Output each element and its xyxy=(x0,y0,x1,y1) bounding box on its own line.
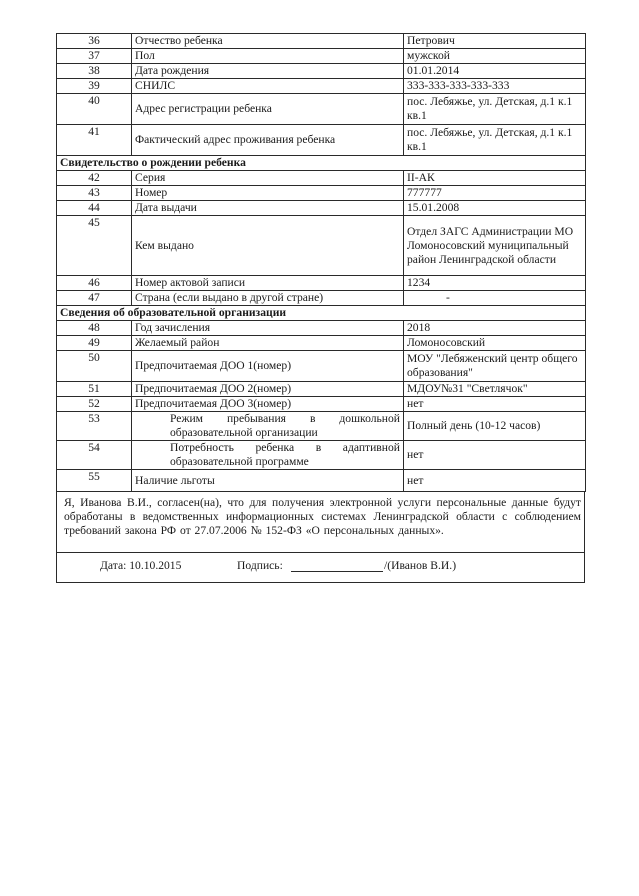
row-value: 01.01.2014 xyxy=(404,64,586,79)
section-heading-education-org: Сведения об образовательной организации xyxy=(57,306,586,321)
table-row xyxy=(57,276,586,291)
form-table xyxy=(56,33,586,492)
row-value: 777777 xyxy=(404,186,586,201)
row-number: 46 xyxy=(57,276,132,291)
section-row xyxy=(57,306,586,321)
row-number: 37 xyxy=(57,49,132,64)
row-number: 53 xyxy=(57,412,132,441)
table-row xyxy=(57,291,586,306)
row-value: 333-333-333-333-333 xyxy=(404,79,586,94)
row-number: 36 xyxy=(57,34,132,49)
row-label: Отчество ребенка xyxy=(132,34,404,49)
table-row xyxy=(57,186,586,201)
row-label: Дата выдачи xyxy=(132,201,404,216)
signature-label: Подпись: xyxy=(237,559,283,572)
table-row xyxy=(57,382,586,397)
signature-date: Дата: 10.10.2015 xyxy=(100,559,182,572)
table-row xyxy=(57,441,586,470)
table-row xyxy=(57,470,586,492)
row-number: 50 xyxy=(57,351,132,382)
section-row xyxy=(57,156,586,171)
table-row xyxy=(57,412,586,441)
row-label: Желаемый район xyxy=(132,336,404,351)
table-row xyxy=(57,79,586,94)
table-row xyxy=(57,397,586,412)
row-label: Номер актовой записи xyxy=(132,276,404,291)
row-label: Фактический адрес проживания ребенка xyxy=(132,125,404,156)
consent-text: Я, Иванова В.И., согласен(на), что для получения электронной услуги персональные данные будут обработаны в ведомственных информационных системах Ленинградской области с соблюдением требований закона РФ от 27.07.2006 № 152-ФЗ «О персональных данных». xyxy=(64,496,581,537)
signature-line xyxy=(291,559,383,572)
row-label: Пол xyxy=(132,49,404,64)
row-number: 49 xyxy=(57,336,132,351)
row-value: Ломоносовский xyxy=(404,336,586,351)
row-label: Предпочитаемая ДОО 3(номер) xyxy=(132,397,404,412)
row-number: 43 xyxy=(57,186,132,201)
consent-box xyxy=(56,492,585,583)
row-value: Петрович xyxy=(404,34,586,49)
row-label: Дата рождения xyxy=(132,64,404,79)
row-number: 52 xyxy=(57,397,132,412)
row-value: мужской xyxy=(404,49,586,64)
row-label: Предпочитаемая ДОО 2(номер) xyxy=(132,382,404,397)
table-row xyxy=(57,201,586,216)
row-label: Год зачисления xyxy=(132,321,404,336)
row-value: - xyxy=(404,291,586,306)
row-number: 41 xyxy=(57,125,132,156)
row-label: СНИЛС xyxy=(132,79,404,94)
table-row xyxy=(57,94,586,125)
row-number: 38 xyxy=(57,64,132,79)
row-number: 55 xyxy=(57,470,132,492)
row-number: 45 xyxy=(57,216,132,276)
row-number: 47 xyxy=(57,291,132,306)
row-label: Режим пребывания в дошкольной образовательной организации xyxy=(132,412,404,441)
table-row xyxy=(57,336,586,351)
row-value: нет xyxy=(404,470,586,492)
section-heading-birth-certificate: Свидетельство о рождении ребенка xyxy=(57,156,586,171)
table-row xyxy=(57,171,586,186)
row-number: 44 xyxy=(57,201,132,216)
row-value: Полный день (10-12 часов) xyxy=(404,412,586,441)
row-label: Номер xyxy=(132,186,404,201)
signature-row xyxy=(57,552,584,582)
row-value: II-АК xyxy=(404,171,586,186)
row-value: пос. Лебяжье, ул. Детская, д.1 к.1 кв.1 xyxy=(404,125,586,156)
row-number: 48 xyxy=(57,321,132,336)
row-number: 40 xyxy=(57,94,132,125)
row-label: Предпочитаемая ДОО 1(номер) xyxy=(132,351,404,382)
application-form xyxy=(56,33,585,583)
row-value: пос. Лебяжье, ул. Детская, д.1 к.1 кв.1 xyxy=(404,94,586,125)
table-row xyxy=(57,125,586,156)
row-label: Серия xyxy=(132,171,404,186)
row-number: 42 xyxy=(57,171,132,186)
row-label: Наличие льготы xyxy=(132,470,404,492)
row-label: Потребность ребенка в адаптивной образовательной программе xyxy=(132,441,404,470)
table-row xyxy=(57,64,586,79)
table-row xyxy=(57,351,586,382)
row-value: МДОУ№31 "Светлячок" xyxy=(404,382,586,397)
row-label: Кем выдано xyxy=(132,216,404,276)
signature-name: /(Иванов В.И.) xyxy=(384,559,457,572)
table-row xyxy=(57,321,586,336)
row-value: МОУ "Лебяженский центр общего образования" xyxy=(404,351,586,382)
row-value: 2018 xyxy=(404,321,586,336)
row-number: 39 xyxy=(57,79,132,94)
table-row xyxy=(57,49,586,64)
row-label: Страна (если выдано в другой стране) xyxy=(132,291,404,306)
row-label: Адрес регистрации ребенка xyxy=(132,94,404,125)
row-value: 15.01.2008 xyxy=(404,201,586,216)
row-number: 54 xyxy=(57,441,132,470)
row-number: 51 xyxy=(57,382,132,397)
row-value: 1234 xyxy=(404,276,586,291)
table-row xyxy=(57,34,586,49)
row-value: нет xyxy=(404,441,586,470)
row-value: нет xyxy=(404,397,586,412)
table-row xyxy=(57,216,586,276)
row-value: Отдел ЗАГС Администрации МО Ломоносовский муниципальный район Ленинградской области xyxy=(404,216,586,276)
